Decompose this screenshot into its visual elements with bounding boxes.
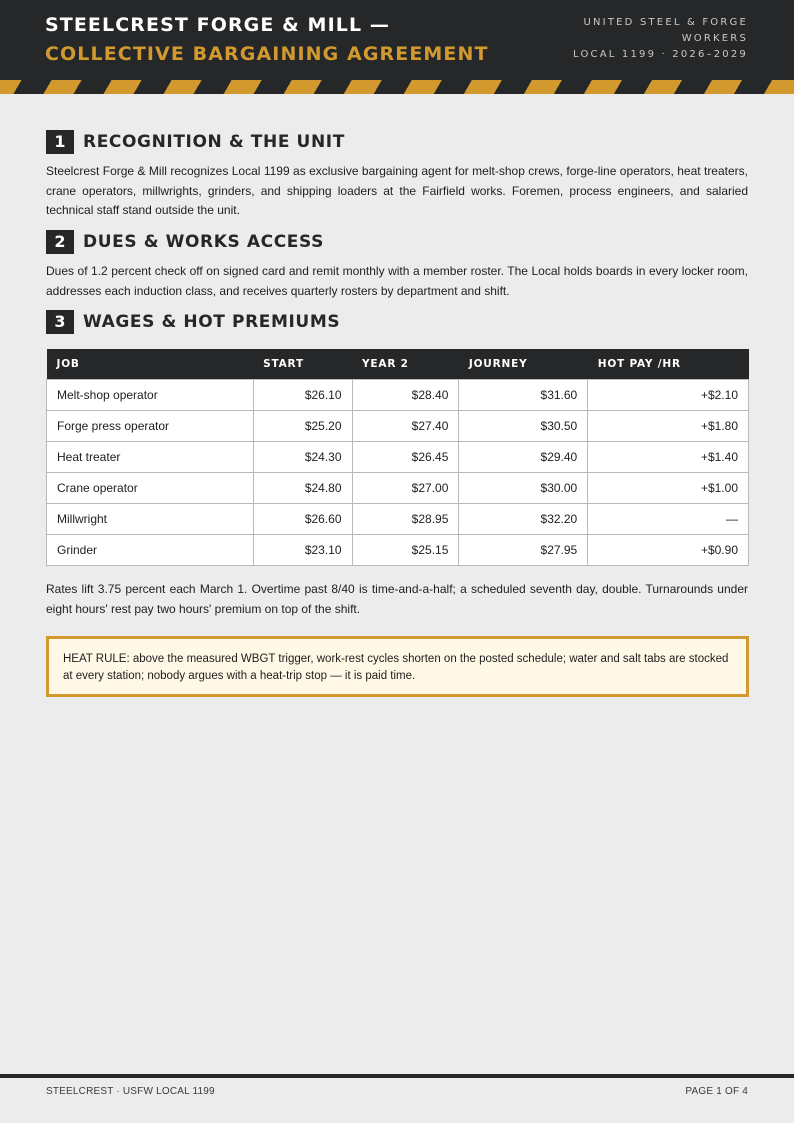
union-name: UNITED STEEL & FORGE WORKERS xyxy=(583,17,748,44)
column-header-job: JOB xyxy=(47,349,254,380)
wage-table xyxy=(46,349,749,566)
section-1-body: Steelcrest Forge & Mill recognizes Local 1199 as exclusive bargaining agent for melt-shop crews, forge-line operators, heat treaters, crane operators, millwrights, grinders, and shipping loaders at the Fairfield works. Foremen, process engineers, and salaried technical staff stand outside the unit. xyxy=(46,164,748,217)
section-2-body: Dues of 1.2 percent check off on signed card and remit monthly with a member roster. The Local holds boards in every locker room, addresses each induction class, and receives quarterly rosters by department and shift. xyxy=(46,264,748,298)
job-cell: Crane operator xyxy=(47,473,254,504)
section-number: 3 xyxy=(46,310,74,334)
section-2-heading xyxy=(46,230,324,254)
local-term: LOCAL 1199 · 2026–2029 xyxy=(573,49,748,60)
year-2-rate-cell: $28.40 xyxy=(352,380,459,411)
start-rate-cell: $24.80 xyxy=(253,473,352,504)
document-header xyxy=(0,0,794,94)
table-row xyxy=(47,442,749,473)
section-number: 2 xyxy=(46,230,74,254)
table-row xyxy=(47,473,749,504)
column-header-hot-pay: HOT PAY /HR xyxy=(588,349,749,380)
start-rate-cell: $23.10 xyxy=(253,535,352,566)
hot-pay-cell: +$1.40 xyxy=(588,442,749,473)
hot-pay-cell: +$1.80 xyxy=(588,411,749,442)
start-rate-cell: $25.20 xyxy=(253,411,352,442)
job-cell: Grinder xyxy=(47,535,254,566)
section-title: DUES & WORKS ACCESS xyxy=(83,232,324,252)
year-2-rate-cell: $27.00 xyxy=(352,473,459,504)
column-header-journey: JOURNEY xyxy=(459,349,588,380)
section-1-heading xyxy=(46,130,345,154)
document-title xyxy=(45,11,515,69)
table-row xyxy=(47,411,749,442)
job-cell: Forge press operator xyxy=(47,411,254,442)
start-rate-cell: $26.60 xyxy=(253,504,352,535)
job-cell: Heat treater xyxy=(47,442,254,473)
job-cell: Millwright xyxy=(47,504,254,535)
table-row xyxy=(47,535,749,566)
journey-rate-cell: $30.00 xyxy=(459,473,588,504)
footer-identifier: STEELCREST · USFW LOCAL 1199 xyxy=(46,1086,215,1097)
title-main: STEELCREST FORGE & MILL — xyxy=(45,14,390,36)
job-cell: Melt-shop operator xyxy=(47,380,254,411)
journey-rate-cell: $29.40 xyxy=(459,442,588,473)
section-number: 1 xyxy=(46,130,74,154)
table-row xyxy=(47,504,749,535)
column-header-year-2: YEAR 2 xyxy=(352,349,459,380)
hot-pay-cell: +$1.00 xyxy=(588,473,749,504)
table-header-row xyxy=(47,349,749,380)
section-title: WAGES & HOT PREMIUMS xyxy=(83,312,341,332)
hot-pay-cell: +$2.10 xyxy=(588,380,749,411)
heat-rule-callout: HEAT RULE: above the measured WBGT trigger, work-rest cycles shorten on the posted schedule; water and salt tabs are stocked at every station; nobody argues with a heat-trip stop — it is paid time. xyxy=(46,636,749,697)
journey-rate-cell: $32.20 xyxy=(459,504,588,535)
section-3-body: Rates lift 3.75 percent each March 1. Overtime past 8/40 is time-and-a-half; a scheduled seventh day, double. Turnarounds under eight hours' rest pay two hours' premium on top of the shift. xyxy=(46,582,748,616)
hazard-stripe xyxy=(0,80,794,94)
footer-rule xyxy=(0,1074,794,1078)
journey-rate-cell: $30.50 xyxy=(459,411,588,442)
section-title: RECOGNITION & THE UNIT xyxy=(83,132,345,152)
hot-pay-cell: +$0.90 xyxy=(588,535,749,566)
year-2-rate-cell: $25.15 xyxy=(352,535,459,566)
column-header-start: START xyxy=(253,349,352,380)
year-2-rate-cell: $26.45 xyxy=(352,442,459,473)
union-identifier xyxy=(548,15,748,63)
hot-pay-cell: — xyxy=(588,504,749,535)
start-rate-cell: $26.10 xyxy=(253,380,352,411)
page-number: PAGE 1 OF 4 xyxy=(685,1086,748,1097)
title-accent: COLLECTIVE BARGAINING AGREEMENT xyxy=(45,43,489,65)
table-row xyxy=(47,380,749,411)
journey-rate-cell: $27.95 xyxy=(459,535,588,566)
start-rate-cell: $24.30 xyxy=(253,442,352,473)
journey-rate-cell: $31.60 xyxy=(459,380,588,411)
year-2-rate-cell: $28.95 xyxy=(352,504,459,535)
year-2-rate-cell: $27.40 xyxy=(352,411,459,442)
section-3-heading xyxy=(46,310,340,334)
